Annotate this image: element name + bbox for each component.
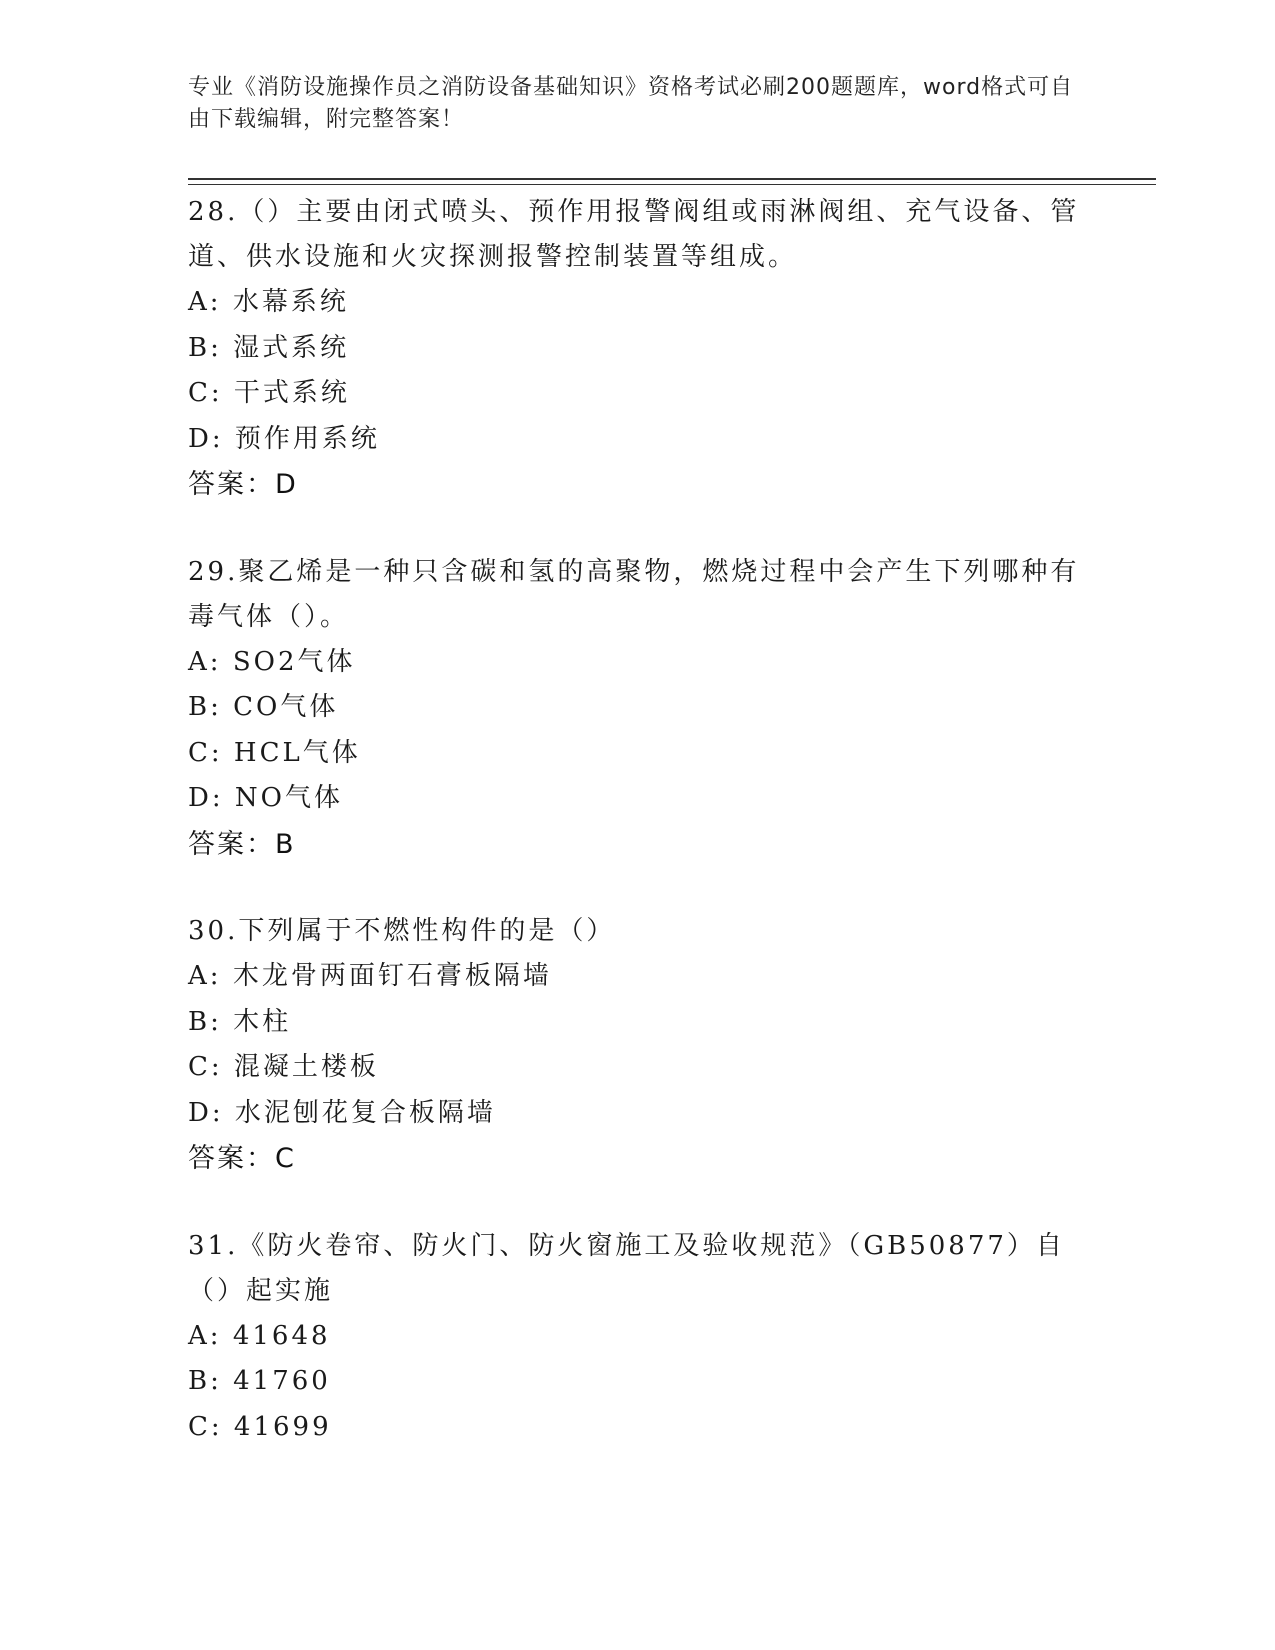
option-label: D: — [188, 783, 224, 813]
option-label: D: — [188, 1097, 224, 1128]
option-c — [188, 731, 1088, 777]
option-text: 水泥刨花复合板隔墙 — [234, 1097, 496, 1128]
option-text: 水幕系统 — [232, 287, 349, 317]
option-label: B: — [188, 332, 222, 363]
header-divider-thick — [188, 178, 1156, 180]
option-label: A: — [188, 287, 222, 317]
question-29 — [188, 550, 1088, 868]
option-b — [188, 685, 1088, 731]
header-divider-thin — [188, 184, 1156, 185]
option-text: NO气体 — [234, 783, 343, 813]
answer-line: 答案：B — [188, 828, 296, 860]
option-text: 41648 — [232, 1320, 331, 1351]
option-a — [188, 1314, 1088, 1360]
option-label: C: — [188, 378, 223, 408]
option-label: C: — [188, 737, 223, 768]
option-label: C: — [188, 1052, 223, 1082]
option-b — [188, 326, 1088, 372]
option-text: 41760 — [233, 1366, 331, 1396]
option-d — [188, 417, 1088, 463]
option-text: HCL气体 — [233, 737, 361, 768]
question-stem: 28.（）主要由闭式喷头、预作用报警阀组或雨淋阀组、充气设备、管道、供水设施和火灾探测报警控制装置等组成。 — [188, 197, 1080, 272]
question-stem: 29.聚乙烯是一种只含碳和氢的高聚物，燃烧过程中会产生下列哪种有毒气体（）。 — [188, 556, 1080, 632]
question-list — [188, 190, 1088, 1492]
option-text: 41699 — [233, 1411, 332, 1442]
option-a — [188, 280, 1088, 326]
option-b — [188, 1359, 1088, 1405]
option-a — [188, 640, 1088, 686]
option-label: A: — [188, 961, 222, 991]
option-text: 预作用系统 — [234, 423, 380, 454]
option-c — [188, 371, 1088, 417]
question-31 — [188, 1224, 1088, 1451]
answer-line: 答案：D — [188, 469, 298, 500]
question-30 — [188, 909, 1088, 1182]
page-header-title: 专业《消防设施操作员之消防设备基础知识》资格考试必刷200题题库，word格式可自由下载编辑，附完整答案！ — [188, 75, 1074, 132]
question-28 — [188, 190, 1088, 508]
option-text: CO气体 — [233, 692, 339, 722]
option-label: D: — [188, 423, 224, 454]
option-label: B: — [188, 1006, 222, 1037]
question-stem: 30.下列属于不燃性构件的是（） — [188, 916, 616, 946]
option-d — [188, 1091, 1088, 1137]
option-label: B: — [188, 692, 222, 722]
option-label: A: — [188, 1320, 222, 1351]
option-c — [188, 1045, 1088, 1091]
option-label: C: — [188, 1411, 223, 1442]
question-stem: 31.《防火卷帘、防火门、防火窗施工及验收规范》（GB50877）自（）起实施 — [188, 1230, 1065, 1306]
option-label: A: — [188, 646, 222, 677]
option-text: 湿式系统 — [233, 332, 350, 363]
option-c — [188, 1405, 1088, 1451]
option-d — [188, 776, 1088, 822]
option-text: 木柱 — [233, 1006, 292, 1037]
option-label: B: — [188, 1366, 222, 1396]
answer-line: 答案：C — [188, 1143, 296, 1174]
option-text: 混凝土楼板 — [233, 1052, 379, 1082]
option-a — [188, 954, 1088, 1000]
option-b — [188, 1000, 1088, 1046]
option-text: SO2气体 — [232, 646, 356, 677]
option-text: 木龙骨两面钉石膏板隔墙 — [232, 961, 552, 991]
option-text: 干式系统 — [233, 378, 350, 408]
